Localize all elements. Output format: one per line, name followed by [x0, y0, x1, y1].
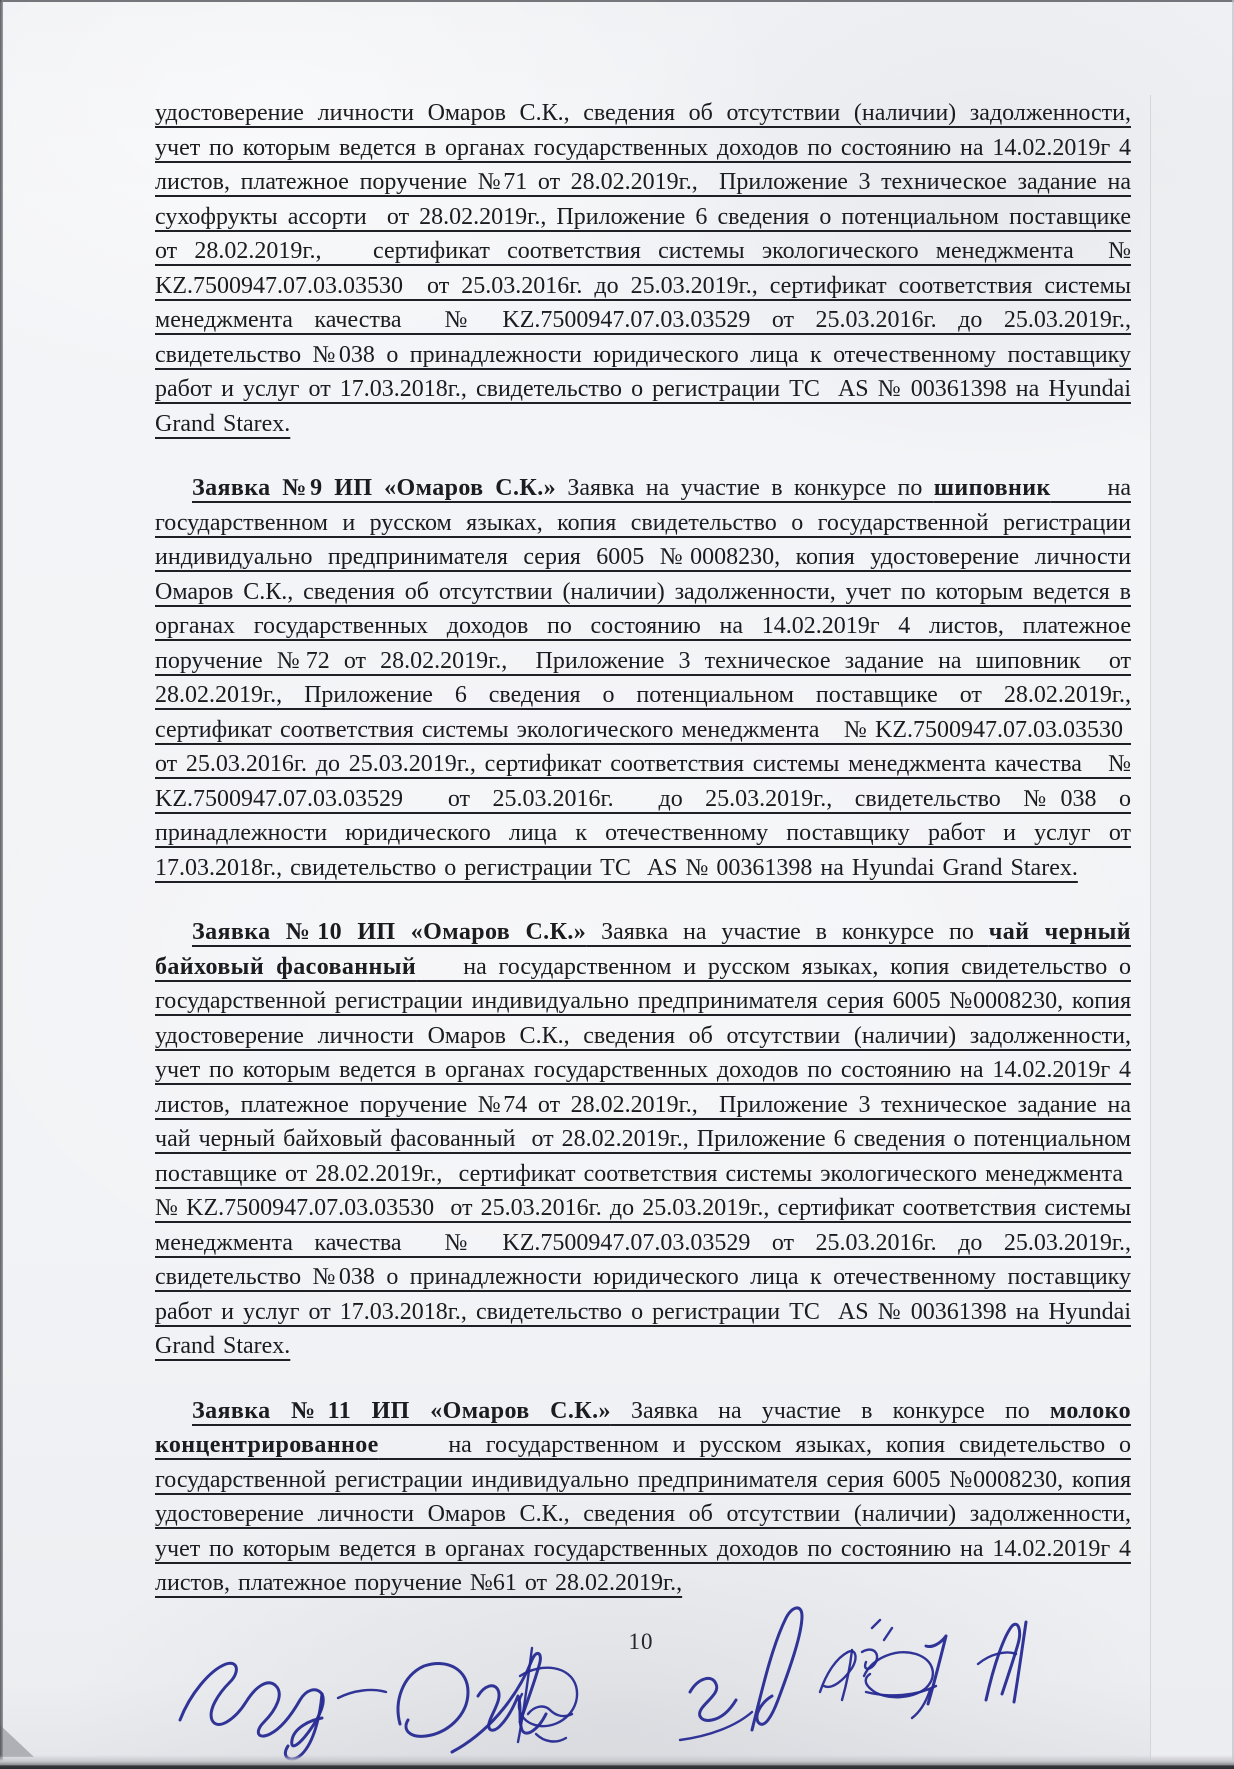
- signature-stroke: [820, 1651, 855, 1692]
- corner-fold-artifact: [0, 1725, 34, 1757]
- signature-stroke: [690, 1678, 736, 1720]
- signature-stroke: [862, 1650, 877, 1669]
- text-segment: шиповник: [933, 475, 1051, 501]
- text-segment: Заявка №11 ИП «Омаров С.К.»: [192, 1397, 611, 1424]
- signature-stroke: [478, 1686, 546, 1733]
- signature-stroke: [528, 1707, 572, 1717]
- paper-right-edge: [1150, 95, 1234, 1769]
- page-number: 10: [628, 1629, 654, 1654]
- text-segment: на государственном и русском языках, копия свидетельство о государственной регистрации индивидуально предпринимателя серия 6005 №0008230, копия удостоверение личности Омаров С.К., сведения об отсутствии (наличии) задолженности, учет по которым ведется в органах государственных доходов по состоянию на 14.02.2019г 4 листов, платежное поручение №74 от 28.02.2019г., Приложение 3 техническое задание на чай черный байховый фасованный от 28.02.2019г., Приложение 6 сведения о потенциальном поставщике от 28.02.2019г., сертификат соответствия системы экологического менеджмента № KZ.7500947.07.03.03530 от 25.03.2016г. до 25.03.2019г., сертификат соответствия системы менеджмента качества № KZ.7500947.07.03.03529 от 25.03.2016г. до 25.03.2019г., свидетельство №038 о принадлежности юридического лица к отечественному поставщику работ и услуг от 17.03.2018г., свидетельство о регистрации ТС AS № 00361398 на Hyundai Grand Starex.: [155, 953, 1131, 1359]
- signature-stroke: [912, 1690, 930, 1718]
- paragraph: [155, 96, 1131, 441]
- signature-stroke: [926, 1636, 946, 1704]
- text-segment: на государственном и русском языках, копия свидетельство о государственной регистрации индивидуально предпринимателя серия 6005 №0008230, копия удостоверение личности Омаров С.К., сведения об отсутствии (наличии) задолженности, учет по которым ведется в органах государственных доходов по состоянию на 14.02.2019г 4 листов, платежное поручение №72 от 28.02.2019г., Приложение 3 техническое задание на шиповник от 28.02.2019г., Приложение 6 сведения о потенциальном поставщике от 28.02.2019г., сертификат соответствия системы экологического менеджмента № KZ.7500947.07.03.03530 от 25.03.2016г. до 25.03.2019г., сертификат соответствия системы менеджмента качества № KZ.7500947.07.03.03529 от 25.03.2016г. до 25.03.2019г., свидетельство №038 о принадлежности юридического лица к отечественному поставщику работ и услуг от 17.03.2018г., свидетельство о регистрации ТС AS № 00361398 на Hyundai Grand Starex.: [155, 475, 1131, 881]
- text-segment: чай черный байховый фасованный: [155, 919, 1131, 980]
- signature-stroke: [398, 1664, 468, 1737]
- signature-stroke: [180, 1663, 323, 1746]
- text-segment: Заявка №10 ИП «Омаров С.К.»: [192, 919, 587, 945]
- signature-stroke: [978, 1652, 1016, 1664]
- signature-left-group: [180, 1648, 577, 1759]
- document-body: [155, 96, 1131, 1631]
- text-segment: Заявка на участие в конкурсе по: [586, 919, 989, 945]
- text-segment: молоко концентрированное: [155, 1397, 1131, 1458]
- signature-stroke: [536, 1734, 566, 1741]
- signature-stroke: [285, 1694, 322, 1759]
- text-segment: удостоверение личности Омаров С.К., сведения об отсутствии (наличии) задолженности, учет по которым ведется в органах государственных доходов по состоянию на 14.02.2019г 4 листов, платежное поручение №71 от 28.02.2019г., Приложение 3 техническое задание на сухофрукты ассорти от 28.02.2019г., Приложение 6 сведения о потенциальном поставщике от 28.02.2019г., сертификат соответствия системы экологического менеджмента № KZ.7500947.07.03.03530 от 25.03.2016г. до 25.03.2019г., сертификат соответствия системы менеджмента качества № KZ.7500947.07.03.03529 от 25.03.2016г. до 25.03.2019г., свидетельство №038 о принадлежности юридического лица к отечественному поставщику работ и услуг от 17.03.2018г., свидетельство о регистрации ТС AS № 00361398 на Hyundai Grand Starex.: [155, 100, 1131, 437]
- text-segment: на государственном и русском языках, копия свидетельство о государственной регистрации индивидуально предпринимателя серия 6005 №0008230, копия удостоверение личности Омаров С.К., сведения об отсутствии (наличии) задолженности, учет по которым ведется в органах государственных доходов по состоянию на 14.02.2019г 4 листов, платежное поручение №61 от 28.02.2019г.,: [155, 1432, 1131, 1596]
- signature-stroke: [866, 1686, 936, 1695]
- paragraph: [155, 471, 1131, 885]
- signature-stroke: [842, 1650, 852, 1700]
- signature-stroke: [864, 1652, 933, 1697]
- text-segment: Заявка №9 ИП «Омаров С.К.»: [192, 475, 557, 501]
- scan-edge-bottom: [0, 1755, 1234, 1769]
- signature-stroke: [519, 1668, 577, 1726]
- scan-edge-top: [0, 0, 1234, 2]
- signature-stroke: [518, 1648, 532, 1742]
- signature-stroke: [452, 1653, 540, 1752]
- signature-stroke: [680, 1712, 752, 1740]
- text-segment: Заявка на участие в конкурсе по: [556, 475, 934, 501]
- signature-stroke: [986, 1624, 1020, 1700]
- signature-stroke: [338, 1690, 386, 1698]
- paragraph: [155, 915, 1131, 1364]
- paragraph: [155, 1394, 1131, 1601]
- scan-edge-left: [0, 0, 3, 1769]
- signature-stroke: [1014, 1622, 1026, 1702]
- text-segment: Заявка на участие в конкурсе по: [610, 1397, 1050, 1424]
